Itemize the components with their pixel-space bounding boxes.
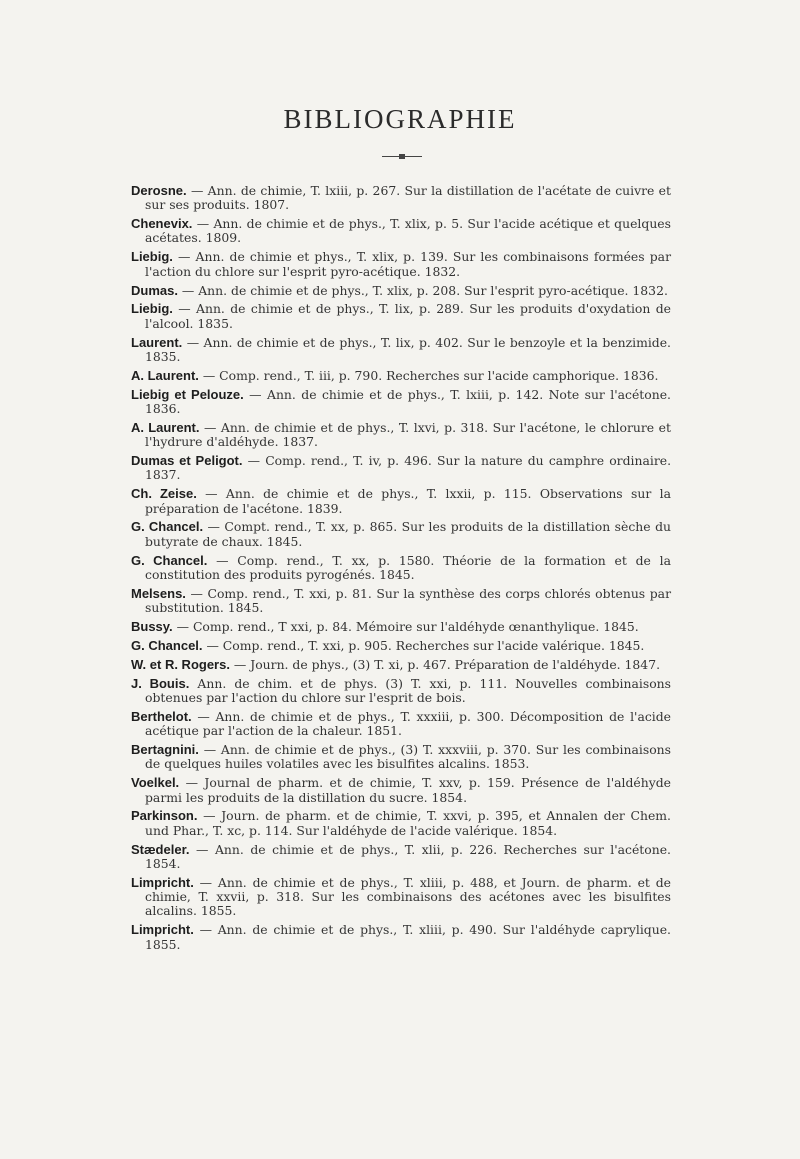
- entry-author: Dumas.: [131, 282, 178, 298]
- entry-citation: — Ann. de chimie et de phys., (3) T. xxxviii, p. 370. Sur les combinaisons de quelques huiles volatiles avec les bisulfites alcalins. 1853.: [145, 742, 671, 772]
- entry-author: A. Laurent.: [131, 367, 199, 383]
- page-title: BIBLIOGRAPHIE: [283, 104, 517, 134]
- entry-citation: — Ann. de chimie et de phys., T. lxxii, p. 115. Observations sur la préparation de l'acétone. 1839.: [145, 486, 671, 516]
- bibliography-entry: [131, 388, 671, 417]
- entry-author: W. et R. Rogers.: [131, 656, 230, 672]
- entry-citation: — Ann. de chimie et de phys., T. lix, p. 402. Sur le benzoyle et la benzimide. 1835.: [145, 334, 671, 364]
- bibliography-entry: [131, 184, 671, 213]
- entry-author: Limpricht.: [131, 874, 194, 890]
- bibliography-entry: [131, 743, 671, 772]
- bibliography-entry: [131, 554, 671, 583]
- entry-author: G. Chancel.: [131, 552, 208, 568]
- entry-citation: — Compt. rend., T. xx, p. 865. Sur les produits de la distillation sèche du butyrate de chaux. 1845.: [145, 519, 671, 549]
- entry-citation: — Comp. rend., T. iii, p. 790. Recherches sur l'acide camphorique. 1836.: [198, 367, 659, 383]
- entry-author: A. Laurent.: [131, 419, 200, 435]
- entry-citation: — Comp. rend., T. xxi, p. 81. Sur la synthèse des corps chlorés obtenus par substitution. 1845.: [145, 585, 671, 616]
- entry-citation: — Journ. de phys., (3) T. xi, p. 467. Préparation de l'aldéhyde. 1847.: [229, 656, 661, 672]
- entry-author: Laurent.: [131, 334, 183, 350]
- entry-author: G. Chancel.: [131, 519, 204, 535]
- entry-author: Liebig.: [131, 301, 173, 317]
- entry-citation: — Ann. de chimie et de phys., T. xlii, p. 226. Recherches sur l'acétone. 1854.: [145, 841, 671, 871]
- entry-author: Ch. Zeise.: [131, 486, 197, 502]
- entry-author: Voelkel.: [131, 775, 180, 791]
- bibliography-entry: [131, 843, 671, 872]
- bibliography-entry: [131, 454, 671, 483]
- entry-author: Parkinson.: [131, 808, 198, 824]
- bibliography-entry: [131, 776, 671, 805]
- ornament-center-mark: [399, 154, 405, 159]
- entry-author: Liebig et Pelouze.: [131, 386, 244, 402]
- entry-author: Melsens.: [131, 585, 186, 601]
- bibliography-entry: [131, 876, 671, 919]
- entry-author: Berthelot.: [131, 708, 192, 724]
- entry-citation: — Comp. rend., T xxi, p. 84. Mémoire sur l'aldéhyde œnanthylique. 1845.: [172, 619, 639, 635]
- entry-citation: — Ann. de chimie et de phys., T. lxvi, p. 318. Sur l'acétone, le chlorure et l'hydrure d'aldéhyde. 1837.: [145, 419, 671, 450]
- entry-citation: — Ann. de chimie et de phys., T. lxiii, p. 142. Note sur l'acétone. 1836.: [145, 386, 671, 417]
- bibliography-entry: [131, 809, 671, 838]
- entry-citation: — Ann. de chimie et phys., T. xlix, p. 139. Sur les combinaisons formées par l'action du chlore sur l'esprit pyro-acétique. 1832.: [145, 249, 671, 279]
- entry-citation: — Comp. rend., T. iv, p. 496. Sur la nature du camphre ordinaire. 1837.: [145, 453, 672, 483]
- bibliography-entry: [131, 923, 671, 952]
- entry-citation: Ann. de chim. et de phys. (3) T. xxi, p. 111. Nouvelles combinaisons obtenues par l'action du chlore sur l'esprit de bois.: [145, 675, 671, 705]
- title-ornament: [382, 154, 422, 160]
- entry-author: Liebig.: [131, 249, 173, 265]
- bibliography-entry: [131, 336, 671, 365]
- entry-citation: — Ann. de chimie et de phys., T. lix, p. 289. Sur les produits d'oxydation de l'alcool. 1835.: [145, 301, 671, 331]
- bibliography-entry: [131, 284, 671, 298]
- bibliography-entry: [131, 658, 671, 672]
- bibliography-entry: [131, 677, 671, 706]
- bibliography-entry: [131, 487, 671, 516]
- entry-author: Stædeler.: [131, 841, 190, 857]
- entry-citation: — Comp. rend., T. xx, p. 1580. Théorie de la formation et de la constitution des produits pyrogénés. 1845.: [145, 552, 671, 582]
- entry-author: Chenevix.: [131, 216, 193, 232]
- entry-author: Limpricht.: [131, 922, 194, 938]
- entry-citation: — Ann. de chimie et de phys., T. xliii, p. 488, et Journ. de pharm. et de chimie, T. xxvii, p. 318. Sur les combinaisons des acétones avec les bisulfites alcalins. 1855.: [145, 874, 671, 919]
- bibliography-entry: [131, 520, 671, 549]
- bibliography-entry: [131, 369, 671, 383]
- entry-citation: — Ann. de chimie et de phys., T. xlix, p. 208. Sur l'esprit pyro-acétique. 1832.: [177, 282, 668, 298]
- entry-author: Dumas et Peligot.: [131, 453, 243, 469]
- bibliography-entry: [131, 250, 671, 279]
- bibliography-entry: [131, 302, 671, 331]
- entry-author: J. Bouis.: [131, 675, 190, 691]
- entry-citation: — Ann. de chimie et de phys., T. xlix, p. 5. Sur l'acide acétique et quelques acétates. 1809.: [145, 216, 671, 246]
- entry-author: Derosne.: [131, 183, 187, 198]
- bibliography-entry: [131, 639, 671, 653]
- entry-author: Bussy.: [131, 619, 173, 635]
- entry-author: G. Chancel.: [131, 637, 203, 653]
- bibliography-list: [131, 184, 671, 957]
- bibliography-entry: [131, 217, 671, 246]
- bibliography-entry: [131, 710, 671, 739]
- bibliography-entry: [131, 620, 671, 634]
- entry-author: Bertagnini.: [131, 742, 199, 758]
- bibliography-entry: [131, 421, 671, 450]
- entry-citation: — Journal de pharm. et de chimie, T. xxv, p. 159. Présence de l'aldéhyde parmi les produits de la distillation du sucre. 1854.: [145, 775, 671, 805]
- entry-citation: — Ann. de chimie et de phys., T. xxxiii, p. 300. Décomposition de l'acide acétique par l'action de la chaleur. 1851.: [145, 708, 671, 739]
- entry-citation: — Ann. de chimie, T. lxiii, p. 267. Sur la distillation de l'acétate de cuivre et sur ses produits. 1807.: [145, 183, 671, 213]
- bibliography-entry: [131, 587, 671, 616]
- entry-citation: — Ann. de chimie et de phys., T. xliii, p. 490. Sur l'aldéhyde caprylique. 1855.: [145, 922, 671, 952]
- entry-citation: — Comp. rend., T. xxi, p. 905. Recherches sur l'acide valérique. 1845.: [202, 637, 645, 653]
- entry-citation: — Journ. de pharm. et de chimie, T. xxvi, p. 395, et Annalen der Chem. und Phar., T. xc, p. 114. Sur l'aldéhyde de l'acide valérique. 1854.: [145, 808, 671, 838]
